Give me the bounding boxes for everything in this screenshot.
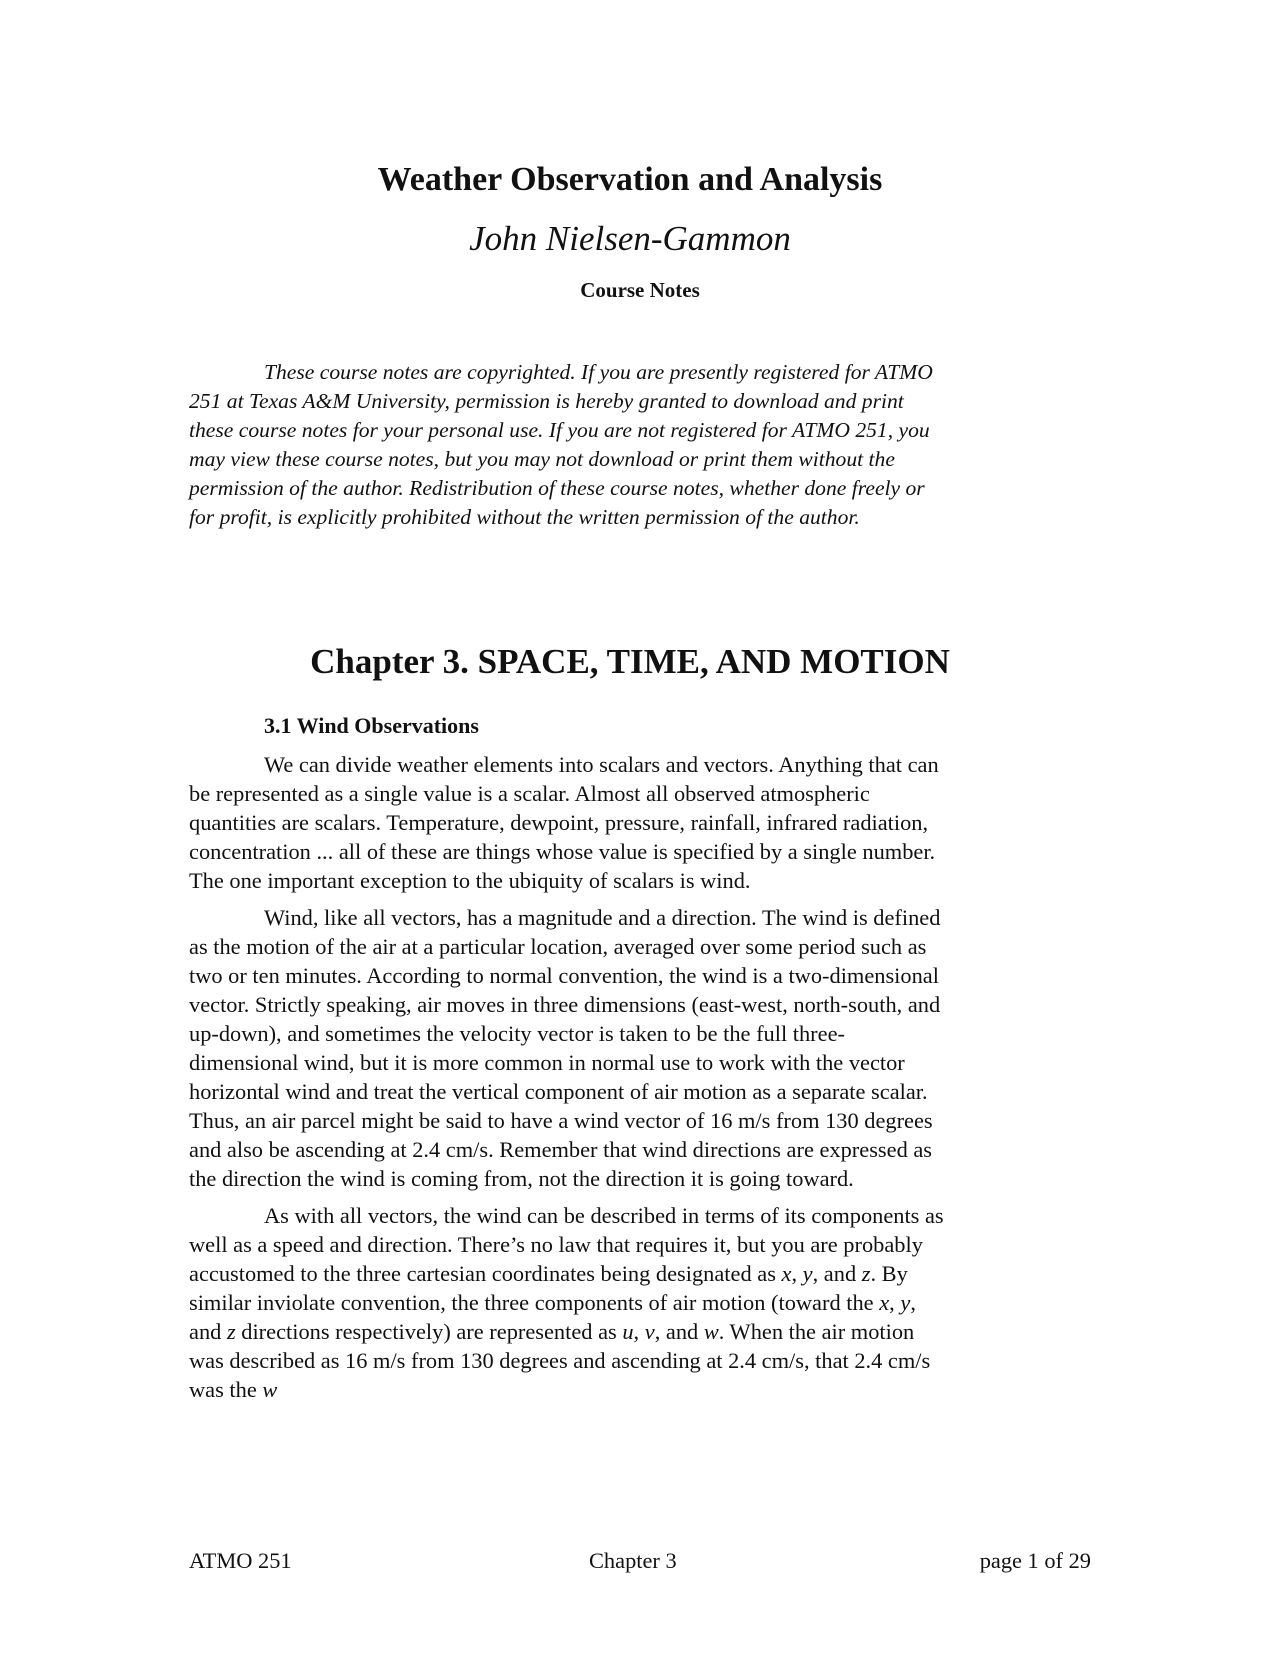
chapter-title: Chapter 3. SPACE, TIME, AND MOTION — [310, 642, 950, 682]
text-run: , — [633, 1319, 645, 1344]
footer-chapter: Chapter 3 — [589, 1548, 677, 1573]
document-title: Weather Observation and Analysis — [377, 161, 883, 198]
text-run: , — [889, 1290, 901, 1315]
variable-x: x — [781, 1261, 792, 1286]
variable-w: w — [262, 1377, 278, 1402]
variable-z: z — [226, 1319, 236, 1344]
footer-course: ATMO 251 — [189, 1548, 292, 1573]
footer-page-number: page 1 of 29 — [979, 1548, 1091, 1573]
document-author: John Nielsen-Gammon — [469, 219, 791, 258]
text-run: , and — [189, 1290, 916, 1344]
variable-y: y — [802, 1261, 813, 1286]
text-run: directions respectively) are represented as — [235, 1319, 623, 1344]
variable-u: u — [622, 1319, 634, 1344]
text-run: , and — [654, 1319, 704, 1344]
text-run: . When the air motion was described as 16 m/s from 130 degrees and ascending at 2.4 cm/s, that 2.4 cm/s was the — [189, 1319, 931, 1402]
variable-y: y — [900, 1290, 911, 1315]
text-run: As with all vectors, the wind can be described in terms of its components as well as a speed and direction. There’s no law that requires it, but you are probably accustomed to the three cartesian coordinates being designated as — [189, 1203, 944, 1286]
section-heading: 3.1 Wind Observations — [264, 713, 479, 738]
body-text — [189, 750, 947, 1412]
text-run: , and — [812, 1261, 862, 1286]
variable-v: v — [644, 1319, 655, 1344]
variable-z: z — [861, 1261, 871, 1286]
paragraph-2: Wind, like all vectors, has a magnitude and a direction. The wind is defined as the motion of the air at a particular location, averaged over some period such as two or ten minutes. According to normal convention, the wind is a two-dimensional vector. Strictly speaking, air moves in three dimensions (east-west, north-south, and up-down), and sometimes the velocity vector is taken to be the full three-dimensional wind, but it is more common in normal use to work with the vector horizontal wind and treat the vertical component of air motion as a separate scalar. Thus, an air parcel might be said to have a wind vector of 16 m/s from 130 degrees and also be ascending at 2.4 cm/s. Remember that wind directions are expressed as the direction the wind is coming from, not the direction it is going toward. — [189, 905, 941, 1191]
variable-w: w — [703, 1319, 719, 1344]
variable-x: x — [879, 1290, 890, 1315]
text-run: . By similar inviolate convention, the three components of air motion (toward the — [189, 1261, 908, 1315]
paragraph-1: We can divide weather elements into scalars and vectors. Anything that can be represented as a single value is a scalar. Almost all observed atmospheric quantities are scalars. Temperature, dewpoint, pressure, rainfall, infrared radiation, concentration ... all of these are things whose value is specified by a single number. The one important exception to the ubiquity of scalars is wind. — [189, 752, 939, 893]
page-footer — [189, 1546, 1091, 1576]
copyright-notice: These course notes are copyrighted. If you are presently registered for ATMO 251 at Texas A&M University, permission is hereby granted to download and print these course notes for your personal use. If you are not registered for ATMO 251, you may view these course notes, but you may not download or print them without the permission of the author. Redistribution of these course notes, whether done freely or for profit, is explicitly prohibited without the written permission of the author. — [189, 360, 933, 529]
text-run: , — [791, 1261, 803, 1286]
document-subtitle: Course Notes — [580, 278, 700, 302]
paragraph-3 — [189, 1201, 947, 1404]
